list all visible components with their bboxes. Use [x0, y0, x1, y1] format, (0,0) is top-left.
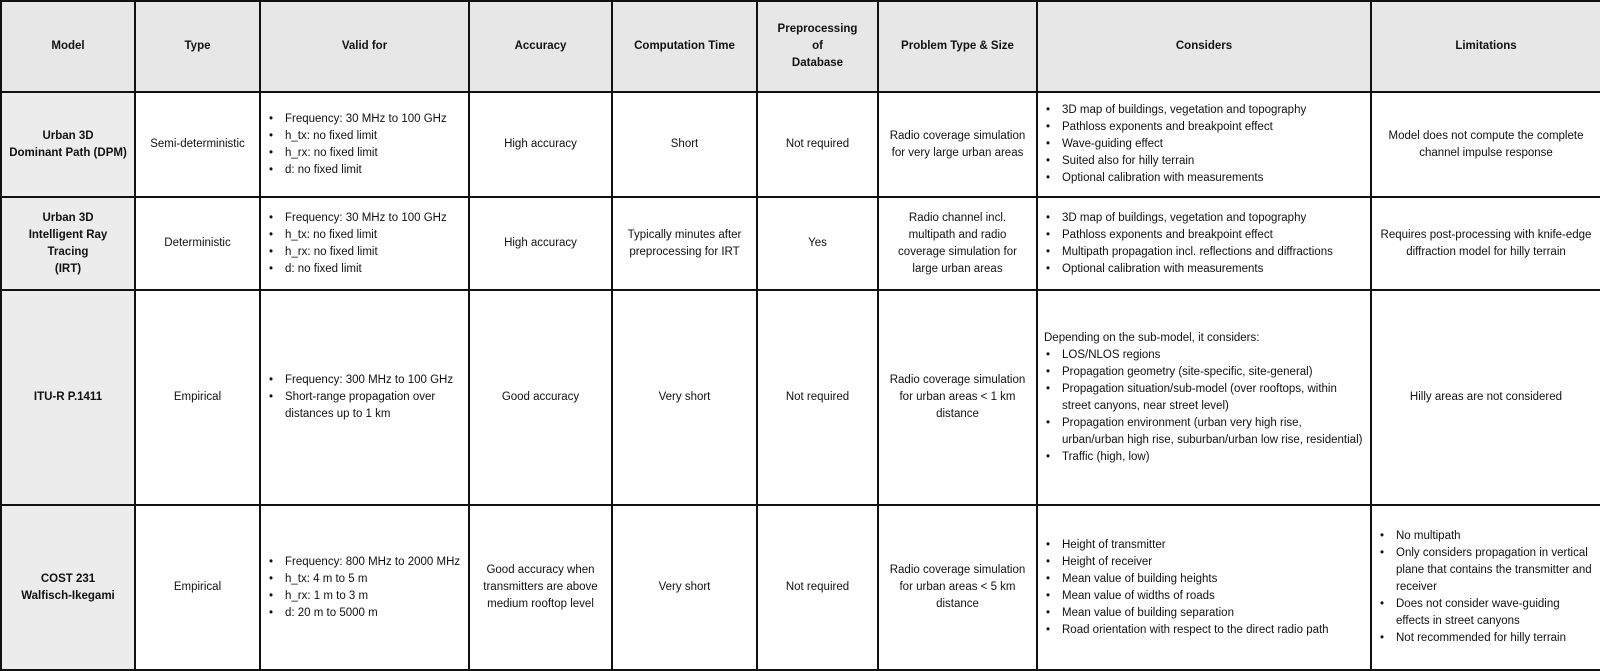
model-name-line1: COST 231 — [40, 572, 96, 585]
header-preprocessing — [757, 1, 878, 92]
considers-list — [1044, 347, 1364, 466]
list-item: • Propagation situation/sub-model (over rooftops, within street canyons, near street level) — [1058, 381, 1364, 415]
considers-cell — [1037, 197, 1371, 290]
preprocessing-cell: Yes — [757, 197, 878, 290]
model-name-line3: (IRT) — [54, 262, 82, 275]
valid-for-list — [267, 210, 462, 278]
header-problem-type: Problem Type & Size — [878, 1, 1037, 92]
limitations-cell: Requires post-processing with knife-edge diffraction model for hilly terrain — [1371, 197, 1600, 290]
list-item: • Propagation environment (urban very high rise, urban/urban high rise, suburban/urban low rise, residential) — [1058, 415, 1364, 449]
problem-type-cell: Radio coverage simulation for urban areas < 1 km distance — [878, 290, 1037, 505]
list-item: • 3D map of buildings, vegetation and topography — [1058, 210, 1364, 227]
limitations-cell — [1371, 505, 1600, 670]
list-item: • Frequency: 300 MHz to 100 GHz — [281, 372, 462, 389]
list-item: • Propagation geometry (site-specific, site-general) — [1058, 364, 1364, 381]
list-item: • Mean value of building separation — [1058, 605, 1364, 622]
valid-for-cell — [260, 290, 469, 505]
computation-time-cell: Typically minutes after preprocessing for IRT — [612, 197, 757, 290]
model-name-line2: Dominant Path (DPM) — [9, 146, 127, 159]
preprocessing-cell: Not required — [757, 290, 878, 505]
list-item: • h_rx: 1 m to 3 m — [281, 588, 462, 605]
list-item: • h_rx: no fixed limit — [281, 145, 462, 162]
list-item: • Frequency: 30 MHz to 100 GHz — [281, 111, 462, 128]
valid-for-cell — [260, 505, 469, 670]
header-accuracy: Accuracy — [469, 1, 612, 92]
list-item: • Optional calibration with measurements — [1058, 170, 1364, 187]
list-item: • h_rx: no fixed limit — [281, 244, 462, 261]
list-item: • Optional calibration with measurements — [1058, 261, 1364, 278]
list-item: • h_tx: no fixed limit — [281, 128, 462, 145]
considers-cell — [1037, 505, 1371, 670]
table-row — [1, 505, 1600, 670]
list-item: • Height of transmitter — [1058, 537, 1364, 554]
list-item: • No multipath — [1392, 528, 1594, 545]
list-item: • d: no fixed limit — [281, 162, 462, 179]
list-item: • Frequency: 800 MHz to 2000 MHz — [281, 554, 462, 571]
computation-time-cell: Short — [612, 92, 757, 197]
considers-list — [1044, 102, 1364, 187]
problem-type-cell: Radio coverage simulation for very large urban areas — [878, 92, 1037, 197]
problem-type-cell: Radio coverage simulation for urban areas < 5 km distance — [878, 505, 1037, 670]
list-item: • d: no fixed limit — [281, 261, 462, 278]
valid-for-cell — [260, 92, 469, 197]
type-cell: Semi-deterministic — [135, 92, 260, 197]
considers-list — [1044, 537, 1364, 639]
list-item: • Mean value of widths of roads — [1058, 588, 1364, 605]
list-item: • Height of receiver — [1058, 554, 1364, 571]
model-cell — [1, 92, 135, 197]
valid-for-cell — [260, 197, 469, 290]
preprocessing-cell: Not required — [757, 92, 878, 197]
list-item: • Pathloss exponents and breakpoint effect — [1058, 119, 1364, 136]
list-item: • Wave-guiding effect — [1058, 136, 1364, 153]
list-item: • h_tx: no fixed limit — [281, 227, 462, 244]
header-model: Model — [1, 1, 135, 92]
list-item: • Short-range propagation over distances up to 1 km — [281, 389, 462, 423]
limitations-cell: Model does not compute the complete channel impulse response — [1371, 92, 1600, 197]
model-cell — [1, 197, 135, 290]
list-item: • Pathloss exponents and breakpoint effect — [1058, 227, 1364, 244]
header-preprocessing-line1: Preprocessing — [777, 23, 858, 36]
header-row — [1, 1, 1600, 92]
header-preprocessing-line3: Database — [791, 57, 844, 70]
computation-time-cell: Very short — [612, 290, 757, 505]
model-name-line1: Urban 3D — [42, 211, 94, 224]
valid-for-list — [267, 111, 462, 179]
list-item: • Does not consider wave-guiding effects in street canyons — [1392, 596, 1594, 630]
list-item: • 3D map of buildings, vegetation and topography — [1058, 102, 1364, 119]
list-item: • h_tx: 4 m to 5 m — [281, 571, 462, 588]
list-item: • Not recommended for hilly terrain — [1392, 630, 1594, 647]
list-item: • Mean value of building heights — [1058, 571, 1364, 588]
model-name-line1: Urban 3D — [42, 129, 94, 142]
header-considers: Considers — [1037, 1, 1371, 92]
limitations-list — [1378, 528, 1594, 647]
accuracy-cell: High accuracy — [469, 197, 612, 290]
list-item: • Traffic (high, low) — [1058, 449, 1364, 466]
accuracy-cell: Good accuracy when transmitters are above medium rooftop level — [469, 505, 612, 670]
accuracy-cell: High accuracy — [469, 92, 612, 197]
model-name-line2: Walfisch-Ikegami — [21, 589, 115, 602]
header-preprocessing-line2: of — [812, 40, 823, 53]
table-row — [1, 92, 1600, 197]
limitations-cell: Hilly areas are not considered — [1371, 290, 1600, 505]
type-cell: Deterministic — [135, 197, 260, 290]
list-item: • Suited also for hilly terrain — [1058, 153, 1364, 170]
table-row — [1, 197, 1600, 290]
type-cell: Empirical — [135, 505, 260, 670]
considers-cell — [1037, 92, 1371, 197]
accuracy-cell: Good accuracy — [469, 290, 612, 505]
header-valid-for: Valid for — [260, 1, 469, 92]
header-computation-time: Computation Time — [612, 1, 757, 92]
considers-intro: Depending on the sub-model, it considers: — [1044, 331, 1260, 344]
header-type: Type — [135, 1, 260, 92]
considers-cell — [1037, 290, 1371, 505]
list-item: • LOS/NLOS regions — [1058, 347, 1364, 364]
model-cell: ITU-R P.1411 — [1, 290, 135, 505]
header-limitations: Limitations — [1371, 1, 1600, 92]
problem-type-cell: Radio channel incl. multipath and radio coverage simulation for large urban areas — [878, 197, 1037, 290]
valid-for-list — [267, 372, 462, 423]
type-cell: Empirical — [135, 290, 260, 505]
list-item: • Only considers propagation in vertical plane that contains the transmitter and receiver — [1392, 545, 1594, 596]
list-item: • Road orientation with respect to the direct radio path — [1058, 622, 1364, 639]
considers-list — [1044, 210, 1364, 278]
list-item: • d: 20 m to 5000 m — [281, 605, 462, 622]
valid-for-list — [267, 554, 462, 622]
model-name-line2: Intelligent Ray Tracing — [28, 228, 108, 258]
list-item: • Frequency: 30 MHz to 100 GHz — [281, 210, 462, 227]
model-cell — [1, 505, 135, 670]
table-row — [1, 290, 1600, 505]
list-item: • Multipath propagation incl. reflections and diffractions — [1058, 244, 1364, 261]
computation-time-cell: Very short — [612, 505, 757, 670]
preprocessing-cell: Not required — [757, 505, 878, 670]
